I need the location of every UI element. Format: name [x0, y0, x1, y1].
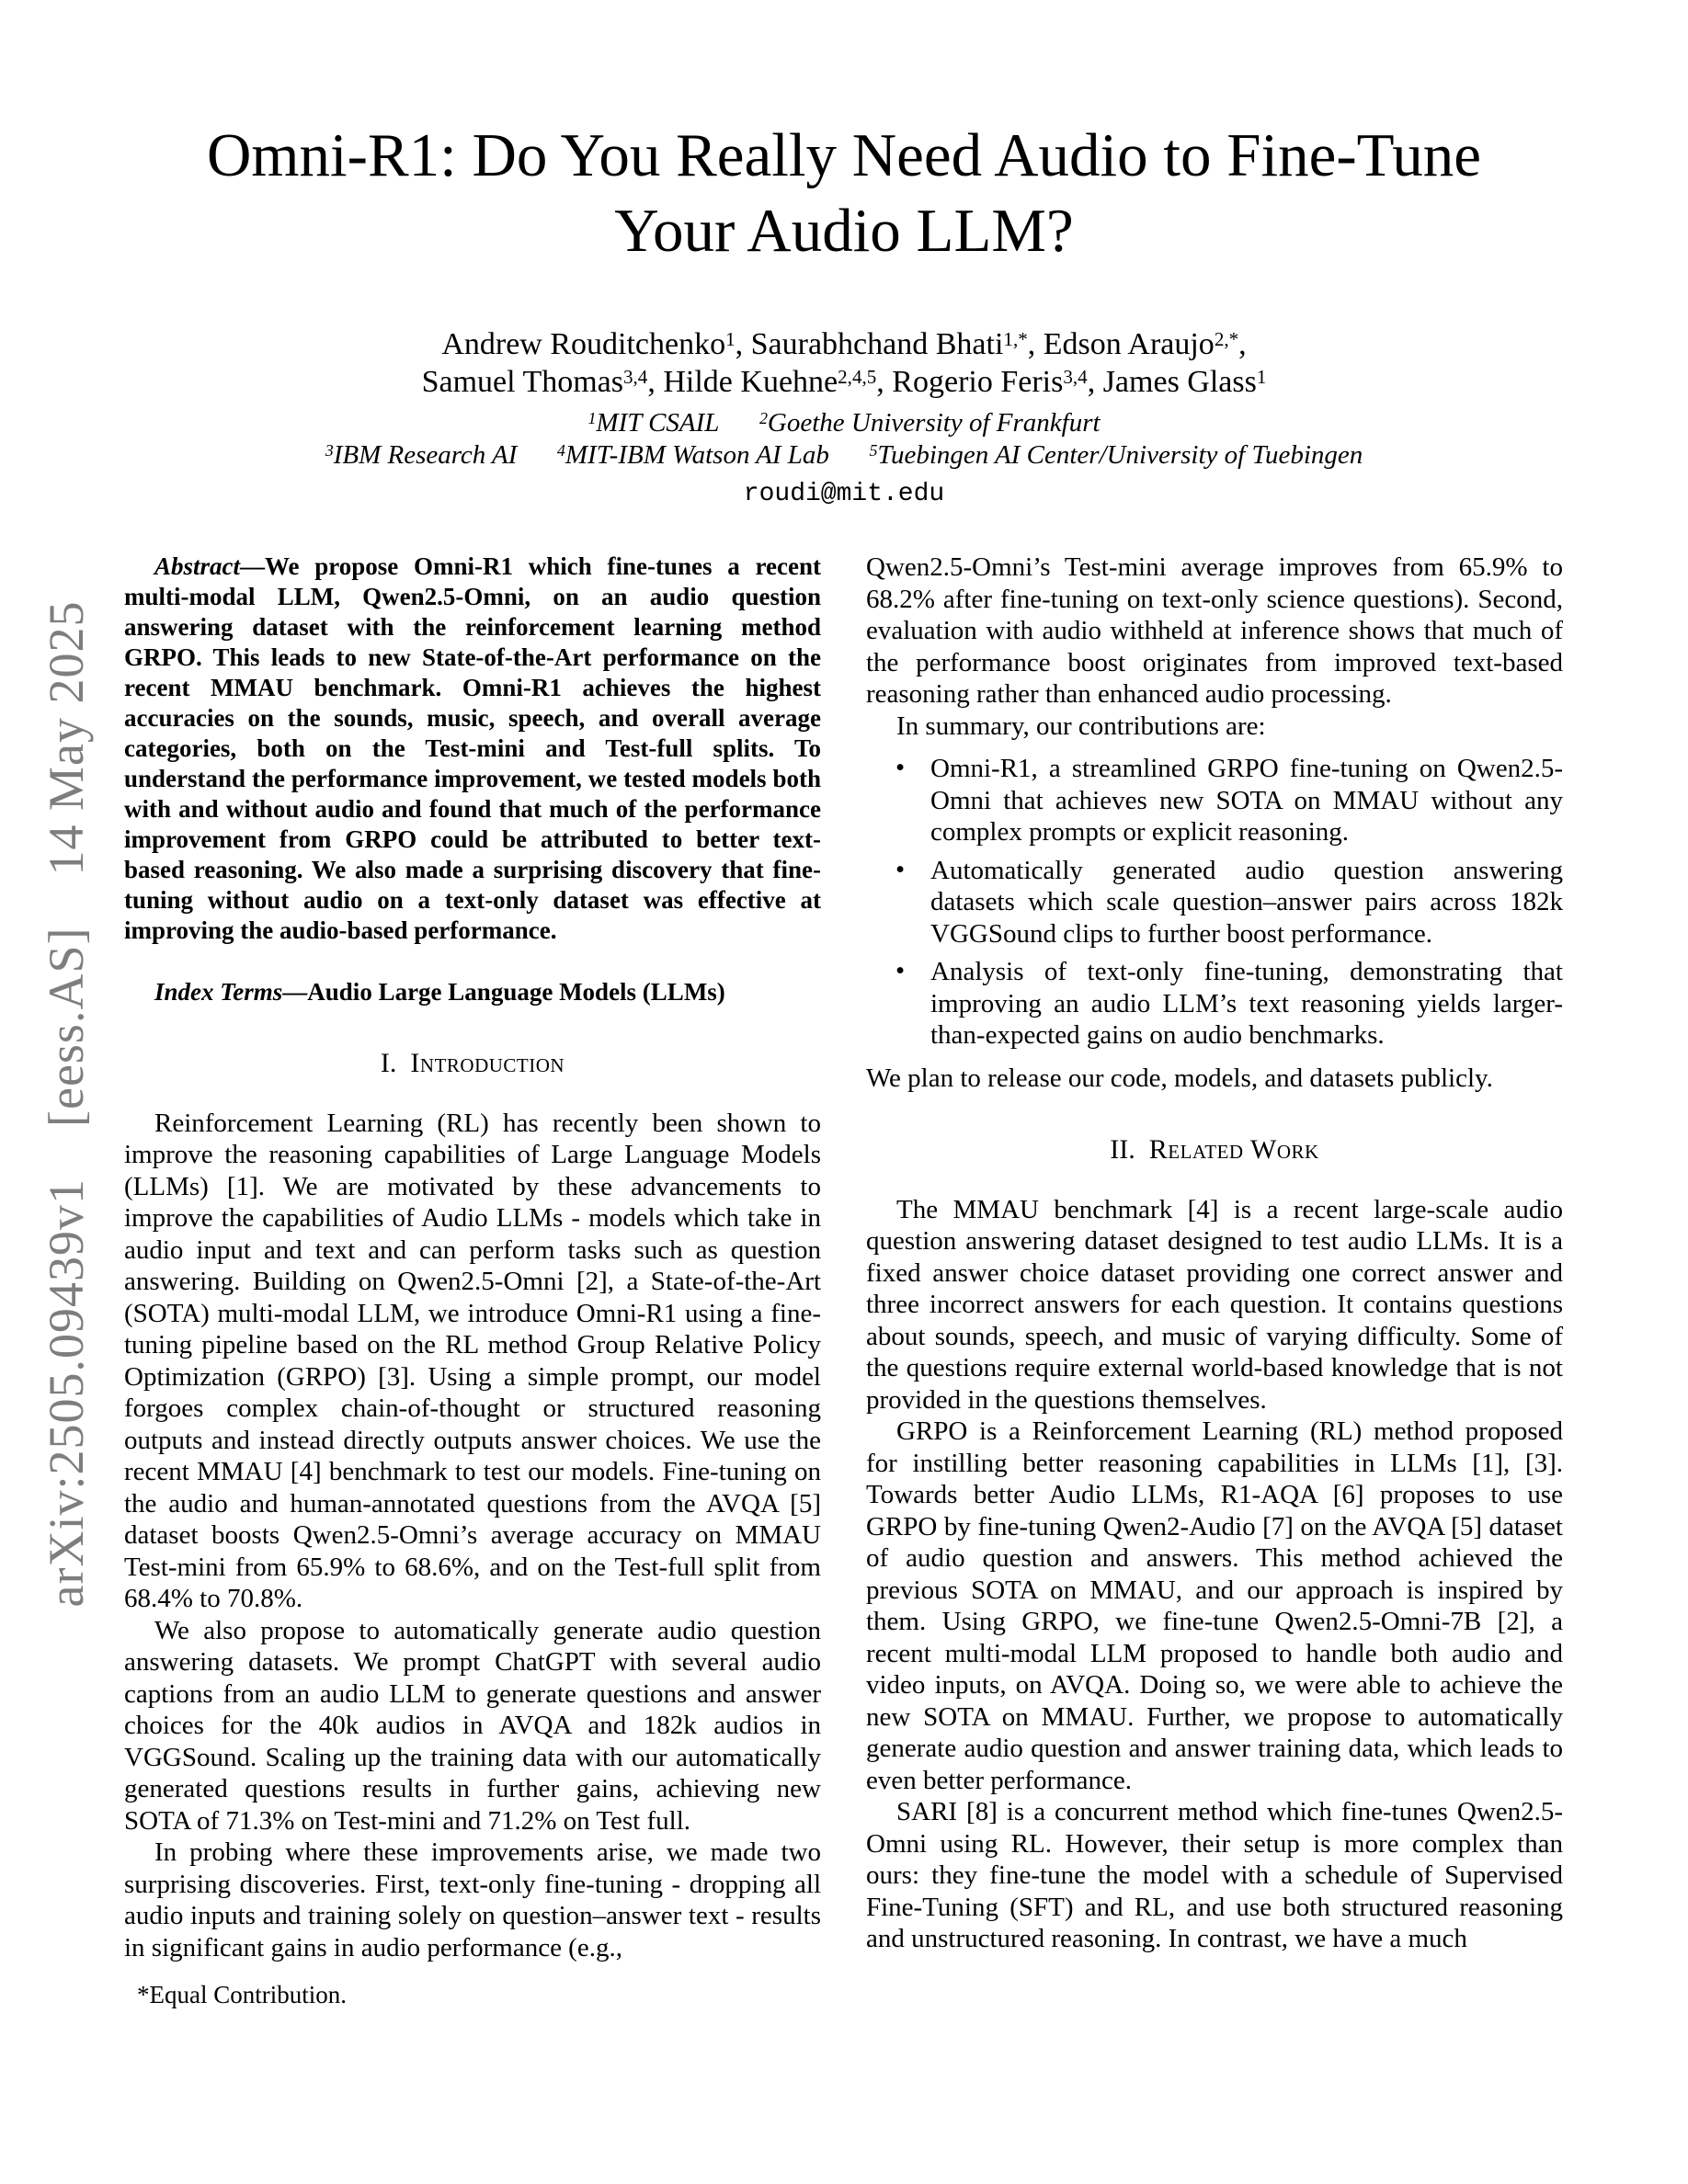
index-terms: Index Terms—Audio Large Language Models (LLMs): [154, 978, 725, 1006]
contribution-item: • Analysis of text-only fine-tuning, demonstrating that improving an audio LLM’s text reasoning yields larger-than-expected gains on audio benchmarks.: [930, 956, 1563, 1052]
author-superscript: 1: [587, 408, 597, 427]
abstract: Abstract—We propose Omni-R1 which fine-tunes a recent multi-modal LLM, Qwen2.5-Omni, on an audio question answering dataset with the reinforcement learning method GRPO. This leads to new State-of-the-Art performance on the recent MMAU benchmark. Omni-R1 achieves the highest accuracies on the sounds, music, speech, and overall average categories, both on the Test-mini and Test-full splits. To understand the performance improvement, we tested models both with and without audio and found that much of the performance improvement from GRPO could be attributed to better text-based reasoning. We also made a surprising discovery that fine-tuning without audio on a text-only dataset was effective at improving the audio-based performance.: [124, 552, 821, 944]
abstract-lead: Abstract: [154, 552, 241, 580]
author-line-1: Andrew Rouditchenko$^1$, Saurabhchand Bhati$^{1,*}$, Edson Araujo$^{2,*}$,: [441, 327, 1247, 361]
author-superscript: 2: [758, 408, 768, 427]
author-superscript: 2,4,5: [838, 365, 877, 388]
paragraph: SARI [8] is a concurrent method which fine-tunes Qwen2.5-Omni using RL. However, their setup is more complex than ours: they fine-tune the model with a schedule of Supervised Fine-Tuning (SFT) and RL, and use both structured reasoning and unstructured reasoning. In contrast, we have a much: [866, 1797, 1563, 1953]
section-number: II.: [1110, 1134, 1149, 1165]
left-column: [124, 552, 821, 2008]
author-superscript: 4: [556, 440, 565, 460]
index-lead: Index Terms: [154, 978, 283, 1006]
affiliation-line-2: $^3$IBM Research AI $^4$MIT-IBM Watson AI Lab $^5$Tuebingen AI Center/University of Tuebingen: [325, 440, 1363, 470]
author-superscript: 3,4: [623, 365, 648, 388]
paragraph: We plan to release our code, models, and datasets publicly.: [866, 1063, 1493, 1093]
author-superscript: 5: [869, 440, 878, 460]
contributions-list: [866, 753, 1563, 1052]
author-superscript: 3,4: [1063, 365, 1088, 388]
paper-header: [0, 118, 1688, 509]
author-superscript: 1: [1256, 365, 1267, 388]
paper-title: Omni-R1: Do You Really Need Audio to Fine-Tune Your Audio LLM?: [207, 121, 1481, 265]
affiliation-line-1: $^1$MIT CSAIL $^2$Goethe University of Frankfurt: [587, 408, 1101, 438]
section-number: I.: [380, 1048, 411, 1078]
author-superscript: 1,*: [1003, 327, 1028, 350]
footnote-equal-contribution: *Equal Contribution.: [137, 1981, 347, 2008]
paragraph: The MMAU benchmark [4] is a recent large-scale audio question answering dataset designed to test audio LLMs. It is a fixed answer choice dataset providing one correct answer and three incorrect answers for each question. It contains questions about sounds, speech, and music of varying difficulty. Some of the questions require external world-based knowledge that is not provided in the questions themselves.: [866, 1194, 1563, 1415]
author-line-2: Samuel Thomas$^{3,4}$, Hilde Kuehne$^{2,4,5}$, Rogerio Feris$^{3,4}$, James Glass$^1$: [421, 365, 1267, 399]
arxiv-watermark: arXiv:2505.09439v1 [eess.AS] 14 May 2025: [39, 600, 94, 1608]
contact-email: roudi@mit.edu: [743, 480, 945, 508]
section-title: Related Work: [1148, 1134, 1319, 1165]
paragraph: In summary, our contributions are:: [896, 711, 1266, 741]
author-superscript: 2,*: [1214, 327, 1239, 350]
paragraph: Qwen2.5-Omni’s Test-mini average improves from 65.9% to 68.2% after fine-tuning on text-only science questions). Second, evaluation with audio withheld at inference shows that much of the performance boost originates from improved text-based reasoning rather than enhanced audio processing.: [866, 552, 1563, 709]
author-superscript: 3: [325, 440, 334, 460]
author-superscript: 1: [725, 327, 736, 350]
paragraph: GRPO is a Reinforcement Learning (RL) method proposed for instilling better reasoning capabilities in LLMs [1], [3]. Towards better Audio LLMs, R1-AQA [6] proposes to use GRPO by fine-tuning Qwen2-Audio [7] on the AVQA [5] dataset of audio question and answers. This method achieved the previous SOTA on MMAU, and our approach is inspired by them. Using GRPO, we fine-tune Qwen2.5-Omni-7B [2], a recent multi-modal LLM proposed to handle both audio and video inputs, on AVQA. Doing so, we were able to achieve the new SOTA on MMAU. Further, we propose to automatically generate audio question and answer training data, which leads to even better performance.: [866, 1416, 1563, 1795]
section-heading: [124, 1048, 821, 1080]
paragraph: In probing where these improvements arise, we made two surprising discoveries. First, text-only fine-tuning - dropping all audio inputs and training solely on question–answer text - results in significant gains in audio performance (e.g.,: [124, 1837, 821, 1962]
paragraph: We also propose to automatically generate audio question answering datasets. We prompt ChatGPT with several audio captions from an audio LLM to generate questions and answer choices for the 40k audios in AVQA and 182k audios in VGGSound. Scaling up the training data with our automatically generated questions results in further gains, achieving new SOTA of 71.3% on Test-mini and 71.2% on Test full.: [124, 1615, 821, 1836]
paragraph: Reinforcement Learning (RL) has recently been shown to improve the reasoning capabilities of Large Language Models (LLMs) [1]. We are motivated by these advancements to improve the capabilities of Audio LLMs - models which take in audio input and text and can perform tasks such as question answering. Building on Qwen2.5-Omni [2], a State-of-the-Art (SOTA) multi-modal LLM, we introduce Omni-R1 using a fine-tuning pipeline based on the RL method Group Relative Policy Optimization (GRPO) [3]. Using a simple prompt, our model forgoes complex chain-of-thought or structured reasoning outputs and instead directly outputs answer choices. We use the recent MMAU [4] benchmark to test our models. Fine-tuning on the audio and human-annotated questions from the AVQA [5] dataset boosts Qwen2.5-Omni’s average accuracy on MMAU Test-mini from 65.9% to 68.6%, and on the Test-full split from 68.4% to 70.8%.: [124, 1108, 821, 1613]
contribution-item: • Omni-R1, a streamlined GRPO fine-tuning on Qwen2.5-Omni that achieves new SOTA on MMAU without any complex prompts or explicit reasoning.: [930, 753, 1563, 848]
section-heading: [866, 1134, 1563, 1166]
section-title: Introduction: [410, 1048, 565, 1078]
contribution-item: • Automatically generated audio question answering datasets which scale question–answer pairs across 182k VGGSound clips to further boost performance.: [930, 855, 1563, 950]
right-column: [866, 552, 1563, 1991]
